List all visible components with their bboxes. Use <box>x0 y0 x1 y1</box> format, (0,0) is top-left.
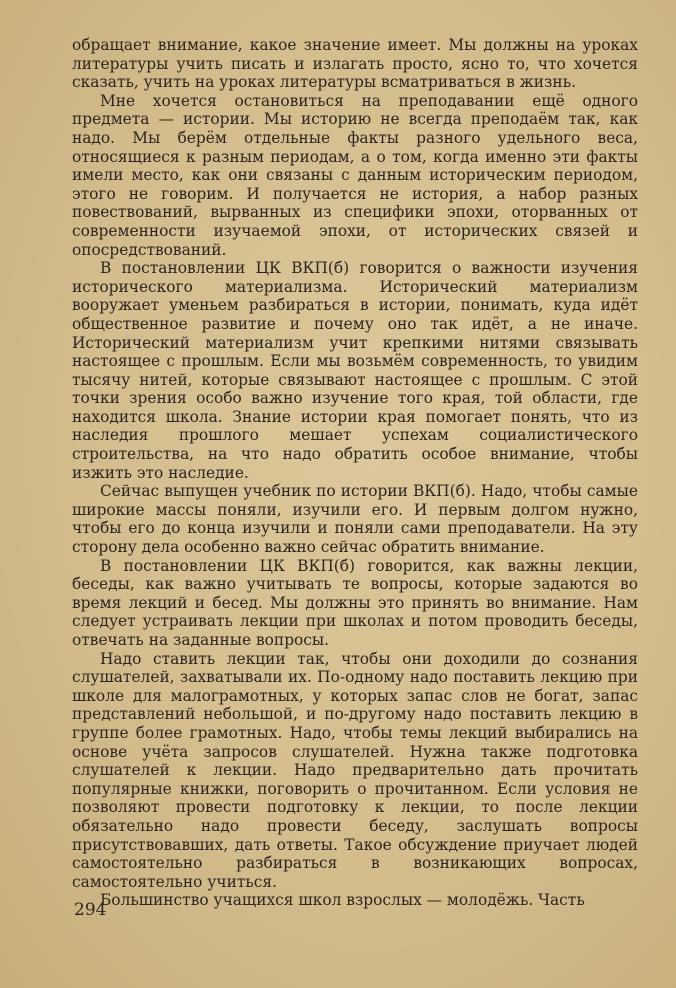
page-number: 294 <box>74 900 107 920</box>
paragraph-7: Большинство учащихся школ взрослых — молодёжь. Часть <box>100 891 585 910</box>
paragraph-2: Мне хочется остановиться на преподавании ещё одного предмета — истории. Мы историю не всегда преподаём так, как надо. Мы берём отдельные факты разного удельного веса, относящиеся к разным периодам, а о том, когда именно эти факты имели место, как они связаны с данным историческим периодом, этого не говорим. И получается не история, а набор разных повествований, вырванных из специфики эпохи, оторванных от современности изучаемой эпохи, от исторических связей и опосредствований. <box>72 91 638 259</box>
body-text <box>72 36 638 910</box>
paragraph-3: В постановлении ЦК ВКП(б) говорится о важности изучения исторического материализма. Исторический материализм вооружает уменьем разбираться в истории, понимать, куда идёт общественное развитие и почему оно так идёт, а не иначе. Исторический материализм учит крепкими нитями связывать настоящее с прошлым. Если мы возьмём современность, то увидим тысячу нитей, которые связывают настоящее с прошлым. С этой точки зрения особо важно изучение того края, той области, где находится школа. Знание истории края помогает понять, что из наследия прошлого мешает успехам социалистического строительства, на что надо обратить особое внимание, чтобы изжить это наследие. <box>72 259 638 482</box>
paragraph-6: Надо ставить лекции так, чтобы они доходили до сознания слушателей, захватывали их. По-одному надо поставить лекцию при школе для малограмотных, у которых запас слов не богат, запас представлений небольшой, и по-другому надо поставить лекцию в группе более грамотных. Надо, чтобы темы лекций выбирались на основе учёта запросов слушателей. Нужна также подготовка слушателей к лекции. Надо предварительно дать прочитать популярные книжки, поговорить о прочитанном. Если условия не позволяют провести подготовку к лекции, то после лекции обязательно надо провести беседу, заслушать вопросы присутствовавших, дать ответы. Такое обсуждение приучает людей самостоятельно разбираться в возникающих вопросах, самостоятельно учиться. <box>72 649 638 891</box>
paragraph-5: В постановлении ЦК ВКП(б) говорится, как важны лекции, беседы, как важно учитывать те вопросы, которые задаются во время лекций и бесед. Мы должны это принять во внимание. Нам следует устраивать лекции при школах и потом проводить беседы, отвечать на заданные вопросы. <box>72 556 638 649</box>
paragraph-1: обращает внимание, какое значение имеет. Мы должны на уроках литературы учить писать и излагать просто, ясно то, что хочется сказать, учить на уроках литературы всматриваться в жизнь. <box>72 36 638 92</box>
paragraph-4: Сейчас выпущен учебник по истории ВКП(б). Надо, чтобы самые широкие массы поняли, изучили его. И первым долгом нужно, чтобы его до конца изучили и поняли сами преподаватели. На эту сторону дела особенно важно сейчас обратить внимание. <box>72 482 638 557</box>
